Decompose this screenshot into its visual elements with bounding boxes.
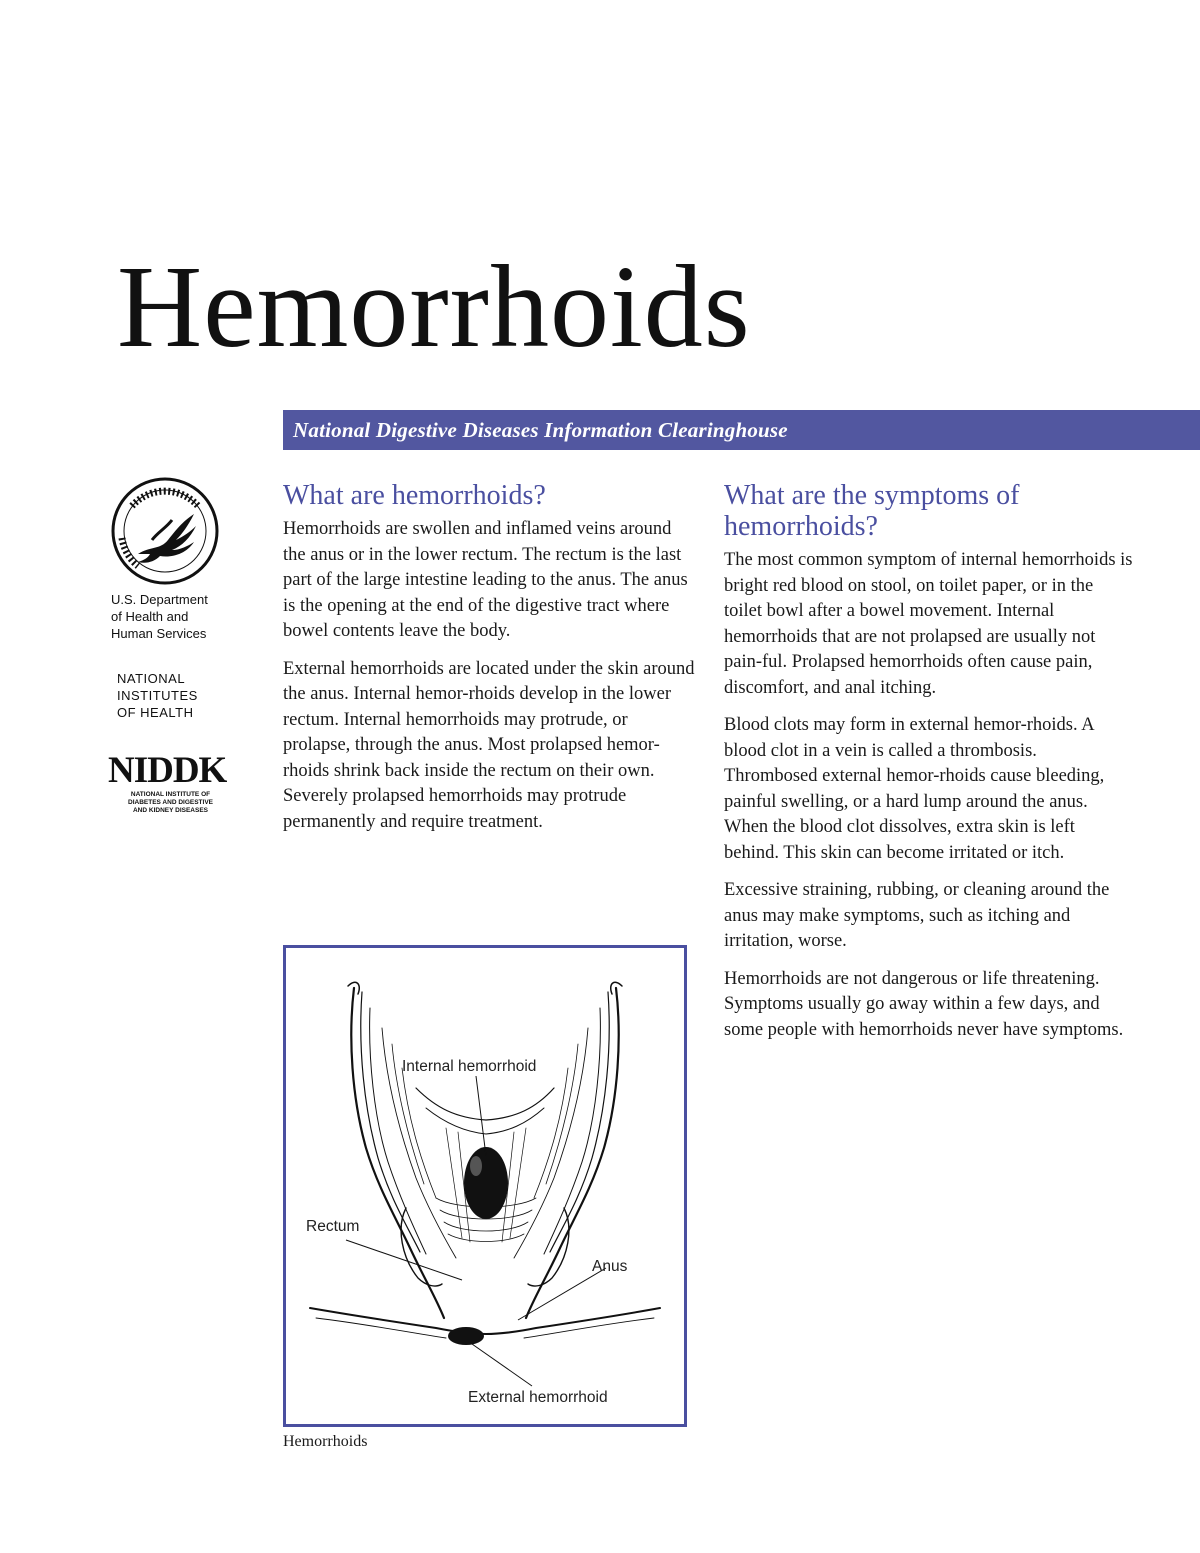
niddk-sub-line: NATIONAL INSTITUTE OF	[130, 791, 211, 798]
paragraph: The most common symptom of internal hemorrhoids is bright red blood on stool, on toilet paper, or in the toilet bowl after a bowel movement. Internal hemorrhoids that are not prolapsed are usually not pain-ful. Prolapsed hemorrhoids often cause pain, discomfort, and anal itching.	[724, 550, 1133, 698]
section-heading-symptoms: What are the symptoms of hemorrhoids?	[724, 480, 1020, 542]
right-column	[724, 480, 1134, 1055]
figure-caption: Hemorrhoids	[283, 1433, 368, 1450]
nih-line: OF HEALTH	[117, 705, 194, 720]
paragraph: Blood clots may form in external hemor-rhoids. A blood clot in a vein is called a thrombosis. Thrombosed external hemor-rhoids cause bleeding, painful swelling, or a hard lump around the anus. When the blood clot dissolves, extra skin is left behind. This skin can become irritated or itch.	[724, 715, 1105, 863]
page-title: Hemorrhoids	[117, 241, 751, 372]
nih-name	[117, 670, 243, 721]
hhs-seal-icon	[110, 476, 220, 586]
nih-line: INSTITUTES	[117, 688, 198, 703]
niddk-subtitle	[108, 791, 233, 815]
banner-text: National Digestive Diseases Information Clearinghouse	[293, 417, 788, 442]
hhs-line: Human Services	[111, 626, 207, 641]
hhs-name	[111, 591, 243, 642]
paragraph: Excessive straining, rubbing, or cleaning around the anus may make symptoms, such as itching and irritation, worse.	[724, 880, 1110, 951]
niddk-logo	[108, 750, 243, 815]
clearinghouse-banner	[283, 410, 1200, 450]
nih-line: NATIONAL	[117, 671, 186, 686]
anatomy-figure	[283, 945, 687, 1427]
paragraph: Hemorrhoids are swollen and inflamed veins around the anus or in the lower rectum. The rectum is the last part of the large intestine leading to the anus. The anus is the opening at the end of the digestive tract where bowel contents leave the body.	[283, 519, 688, 641]
left-column	[283, 480, 698, 847]
hhs-line: of Health and	[111, 609, 189, 624]
label-external-hemorrhoid: External hemorrhoid	[468, 1389, 608, 1406]
sidebar	[108, 476, 243, 815]
hhs-line: U.S. Department	[111, 592, 208, 607]
label-anus: Anus	[592, 1258, 628, 1275]
niddk-sub-line: AND KIDNEY DISEASES	[132, 807, 208, 814]
paragraph: Hemorrhoids are not dangerous or life threatening. Symptoms usually go away within a few days, and some people with hemorrhoids never have symptoms.	[724, 968, 1124, 1040]
niddk-name: NIDDK	[108, 750, 227, 791]
label-rectum: Rectum	[306, 1218, 360, 1235]
label-internal-hemorrhoid: Internal hemorrhoid	[402, 1058, 537, 1075]
niddk-sub-line: DIABETES AND DIGESTIVE	[128, 799, 213, 806]
paragraph: External hemorrhoids are located under the skin around the anus. Internal hemor-rhoids develop in the lower rectum. Internal hemorrhoids may protrude, or prolapse, through the anus. Most prolapsed hemor-rhoids shrink back inside the rectum on their own. Severely prolapsed hemorrhoids may protrude permanently and require treatment.	[283, 658, 695, 832]
hemorrhoid-anatomy-illustration	[286, 948, 684, 1424]
section-heading-what: What are hemorrhoids?	[283, 480, 546, 511]
